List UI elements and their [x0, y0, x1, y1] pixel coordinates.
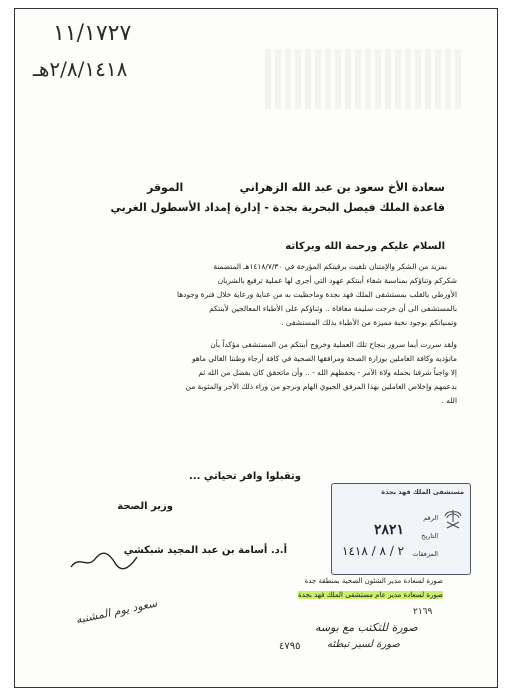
handwritten-reference-date: ٢/٨/١٤١٨هـ [33, 57, 128, 81]
body-line: الله . [441, 396, 457, 405]
salutation: السلام عليكم ورحمة الله وبركاته [285, 241, 445, 252]
body-line: بمزيد من الشكر والإمتنان تلقيت برقيتكم المؤرخة في ١٤١٨/٧/٣٠هـ المتضمنة [213, 262, 447, 271]
addressee-honorific: الموقر [147, 181, 184, 194]
handwritten-note-number: ٤٧٩٥ [279, 641, 301, 652]
stamp-label-attachments: المرفقات [412, 550, 438, 558]
stamp-label-number: الرقم [423, 514, 438, 522]
addressee-name: سعادة الأخ سعود بن عبد الله الزهراني [239, 181, 445, 194]
signatory-name: أ.د. أسامة بن عبد المجيد شبكشي [123, 545, 287, 556]
faded-letterhead-mark [265, 49, 465, 109]
signatory-title: وزير الصحة [117, 501, 173, 512]
body-line: إلا واجباً شرفنا بحمله ولاة الأمر - يحفظهم الله - .. وأن ماتحقق كان بفضل من الله ثم [198, 368, 457, 377]
handwritten-signature-scrawl: سعود يوم المشنبه [74, 596, 159, 627]
handwritten-reference-number: ١١/١٧٢٧ [53, 21, 132, 46]
cc-line-2-highlight: صورة لسعادة مدير عام مستشفى الملك فهد بجدة [298, 591, 443, 599]
cc-line-1: صورة لسعادة مدير الشئون الصحية بمنطقة جدة [304, 577, 443, 585]
body-line: شكركم وتناؤكم بمناسبة شفاء أبنتكم عهود التي أجرى لها عملية ترقيع بالشريان [217, 276, 457, 285]
stamp-label-date: التاريخ [421, 532, 438, 540]
address-line-2: قاعدة الملك فيصل البحرية بجدة - إدارة إمداد الأسطول الغربي [110, 201, 445, 214]
body-line: بالمستشفى الى أن خرجت سليمة معافاة .. وثناؤكم على الأطباء المعالجين لأبنتكم [209, 304, 457, 313]
palm-emblem-icon [442, 508, 464, 532]
body-line: الأورطي بالقلب بمستشفى الملك فهد بجدة وماحظيت به من عناية ورعاية خلال فترة وجودها [177, 290, 457, 299]
closing-line: وتقبلوا وافر تحياتي ... [189, 471, 301, 482]
stamp-header: مستشفى الملك فهد بجدة [381, 488, 464, 496]
minister-signature-icon [69, 549, 139, 573]
body-line: ماتؤديه وكافة العاملين بوزارة الصحة ومرافقها الصحية في كافة أرجاء وطننا الغالي ماهو [192, 354, 457, 363]
body-line: وتمنياتكم بوجود نخبة مميزة من الأطباء بذلك المستشفى . [281, 318, 457, 327]
body-line: بدعمهم وإخلاص العاملين بهذا المرفق الحيوي الهام ونرجو من وراء ذلك الأجر والمثوبة من [185, 382, 457, 391]
handwritten-note-2: صورة لسير تبطئه [327, 639, 400, 650]
body-line: ولقد سررت أيما سرور بنجاح تلك العملية وخروج أبنتكم من المستشفى مؤكداً بأن [210, 340, 457, 349]
cc-line-2 [298, 591, 443, 599]
handwritten-note-1: صورة للتكتب مع بوسه [315, 621, 418, 634]
stamp-number: ٢٨٢١ [374, 522, 405, 538]
letter-page [14, 8, 498, 688]
address-line-1 [240, 181, 445, 194]
incoming-stamp [331, 483, 471, 575]
cc-number: ٢١٦٩ [413, 607, 433, 617]
stamp-date: ٢ / ٨ / ١٤١٨ [342, 544, 405, 558]
